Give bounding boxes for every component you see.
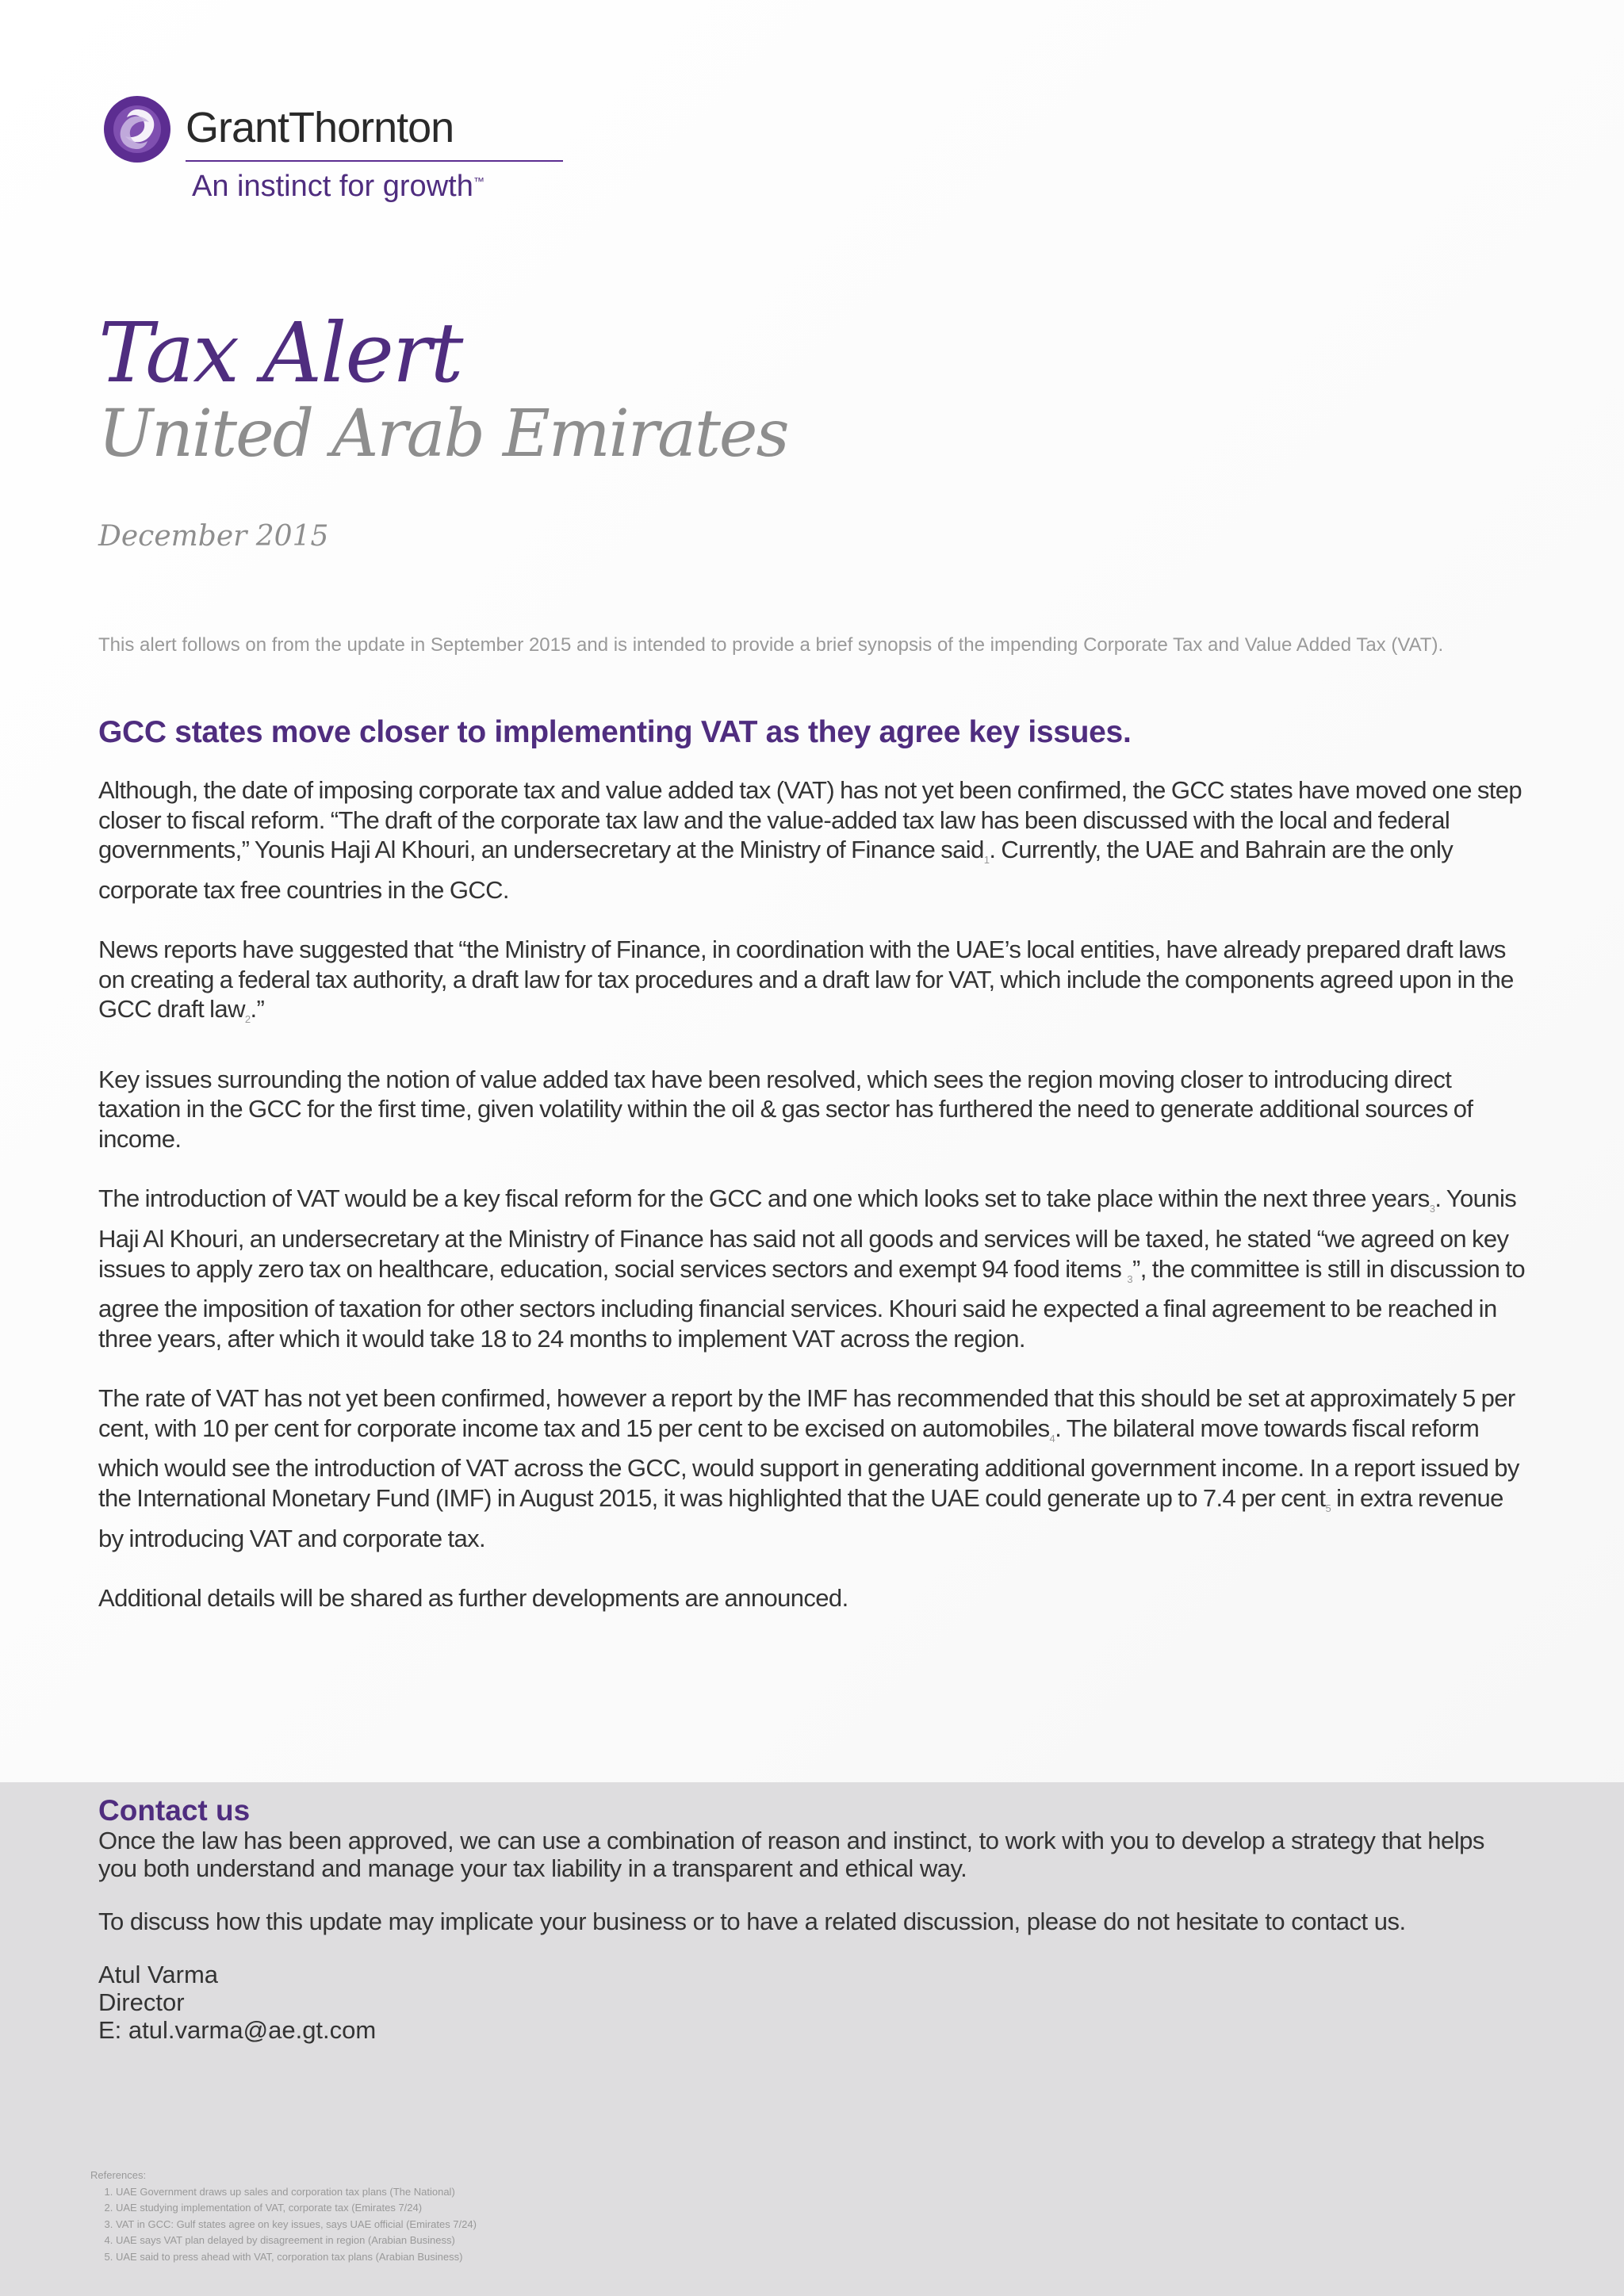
reference-marker: 1 [983,854,990,867]
references-list [90,2184,477,2266]
reference-item: 1. UAE Government draws up sales and corporation tax plans (The National) [116,2184,477,2201]
contact-name: Atul Varma [98,1961,219,1988]
logo-tagline [192,170,485,204]
intro-text: This alert follows on from the update in September 2015 and is intended to provide a brief synopsis of the impending Corporate Tax and Value Added Tax (VAT). [98,634,1444,656]
contact-person [98,1961,1526,2044]
document-subtitle: United Arab Emirates [98,396,788,472]
document-date: December 2015 [98,520,329,553]
article-heading: GCC states move closer to implementing VAT as they agree key issues. [98,715,1132,749]
text-run: .” [250,995,265,1024]
logo-divider [186,160,563,162]
text-run: The introduction of VAT would be a key fiscal reform for the GCC and one which looks set to take place within the next three years [98,1184,1430,1213]
grant-thornton-logo [103,95,485,206]
text-run: The rate of VAT has not yet been confirmed, however a report by the IMF has recommended that this should be set at approximately 5 per cent, with 10 per cent for corporate income tax and 15 per cent to be excised on automobiles [98,1384,1515,1442]
text-run: . Younis Haji Al Khouri, an undersecretary at the Ministry of Finance has said not all goods and services will be taxed, he stated “we agreed on key issues to apply zero tax on healthcare, education, social services sectors and exempt 94 food items [98,1184,1517,1283]
article-paragraph [98,935,1526,1035]
reference-marker: 2 [244,1013,251,1026]
text-run: Although, the date of imposing corporate tax and value added tax (VAT) has not yet been confirmed, the GCC states have moved one step closer to fiscal reform. “The draft of the corporate tax law and the value-added tax law has been discussed with the local and federal governments,” Younis Haji Al Khouri, an undersecretary at the Ministry of Finance said [98,776,1522,863]
text-run: . The bilateral move towards fiscal reform which would see the introduction of VAT across the GCC, would support in generating additional government income. In a report issued by the International Monetary Fund (IMF) in August 2015, it was highlighted that the UAE could generate up to 7.4 per cent [98,1414,1519,1512]
article-body [98,775,1526,1644]
text-run: . Currently, the UAE and Bahrain are the only corporate tax free countries in the GCC. [98,836,1454,904]
contact-heading: Contact us [98,1794,251,1827]
article-paragraph [98,1383,1526,1553]
references-label: References: [90,2169,147,2181]
trademark-symbol: ™ [473,174,485,188]
logo-swirl-icon [103,95,171,163]
text-run: ”, the committee is still in discussion to agree the imposition of taxation for other sectors including financial services. Khouri said he expected a final agreement to be reached in three years, after which it would take 18 to 24 months to implement VAT across the region. [98,1254,1525,1353]
reference-item: 5. UAE said to press ahead with VAT, corporation tax plans (Arabian Business) [116,2249,477,2266]
reference-marker: 3 [1429,1203,1435,1215]
references-section [90,2168,477,2265]
article-paragraph [98,1184,1526,1353]
article-paragraph [98,775,1526,905]
text-run: Key issues surrounding the notion of value added tax have been resolved, which sees the region moving closer to introducing direct taxation in the GCC for the first time, given volatility within the oil & gas sector has furthered the need to generate additional sources of income. [98,1065,1473,1153]
contact-paragraph: To discuss how this update may implicate your business or to have a related discussion, please do not hesitate to contact us. [98,1908,1406,1935]
article-paragraph [98,1065,1526,1154]
logo-name: GrantThornton [186,104,454,151]
reference-item: 4. UAE says VAT plan delayed by disagreement in region (Arabian Business) [116,2233,477,2249]
text-run: in extra revenue by introducing VAT and corporate tax. [98,1483,1503,1552]
text-run: Additional details will be shared as further developments are announced. [98,1584,848,1613]
document-title: Tax Alert [98,304,462,401]
contact-paragraph: Once the law has been approved, we can use a combination of reason and instinct, to work with you to develop a strategy that helps you both understand and manage your tax liability in a transparent and ethical way. [98,1827,1484,1882]
article-paragraph [98,1583,1526,1613]
contact-role: Director [98,1988,185,2016]
contact-content [98,1795,1526,2044]
reference-item: 2. UAE studying implementation of VAT, corporate tax (Emirates 7/24) [116,2200,477,2217]
reference-marker: 4 [1049,1432,1055,1445]
contact-email[interactable]: E: atul.varma@ae.gt.com [98,2016,377,2044]
reference-item: 3. VAT in GCC: Gulf states agree on key issues, says UAE official (Emirates 7/24) [116,2217,477,2233]
reference-marker: 3 [1127,1272,1132,1285]
logo-tagline-text: An instinct for growth [192,170,473,203]
text-run: News reports have suggested that “the Ministry of Finance, in coordination with the UAE’s local entities, have already prepared draft laws on creating a federal tax authority, a draft law for tax procedures and a draft law for VAT, which include the components agreed upon in the GCC draft law [98,936,1514,1024]
reference-marker: 5 [1325,1502,1331,1515]
